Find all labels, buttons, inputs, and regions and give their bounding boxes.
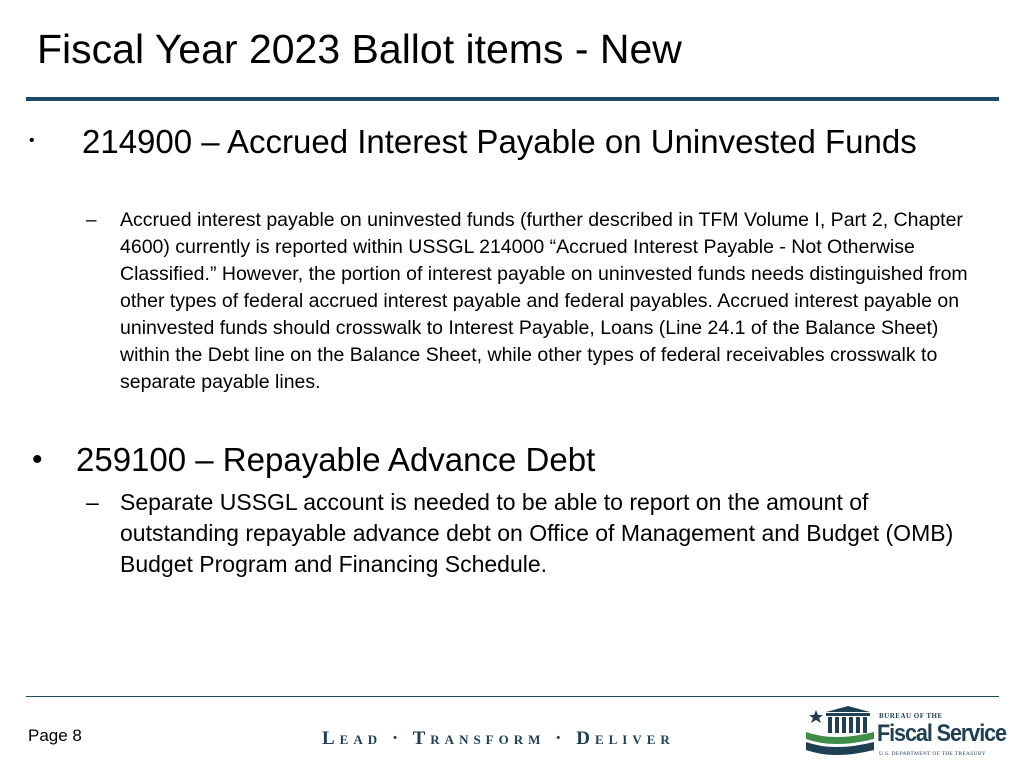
title-divider [26,97,999,101]
sub-bullet-text: Separate USSGL account is needed to be able to report on the amount of outstanding repayable advance debt on Office of Management and Budget (OMB) Budget Program and Financing Schedule. [120,489,954,577]
logo-sub-text: U.S. DEPARTMENT OF THE TREASURY [879,751,986,757]
bullet-marker: • [29,132,35,149]
sub-bullet-marker: – [86,489,99,515]
logo-top-text: BUREAU OF THE [879,712,943,720]
bullet-heading: 259100 – Repayable Advance Debt [76,441,596,478]
fiscal-service-logo [804,698,1004,764]
treasury-building-icon [804,698,876,764]
slide-title: Fiscal Year 2023 Ballot items - New [37,26,682,72]
page-number: Page 8 [28,726,82,745]
footer-divider [26,696,999,697]
footer-tagline: Lead · Transform · Deliver [322,728,675,749]
sub-bullet-text: Accrued interest payable on uninvested funds (further described in TFM Volume I, Part 2, Chapter 4600) currently is reported within USSGL 214000 “Accrued Interest Payable - Not Otherwise Classified.” However, the portion of interest payable on uninvested funds needs distinguished from other types of federal accrued interest payable and federal payables. Accrued interest payable on uninvested funds should crosswalk to Interest Payable, Loans (Line 24.1 of the Balance Sheet) within the Debt line on the Balance Sheet, while other types of federal receivables crosswalk to separate payable lines. [120,209,968,393]
bullet-marker: • [32,443,43,476]
logo-name: Fiscal Service [877,720,1006,747]
bullet-heading: 214900 – Accrued Interest Payable on Uninvested Funds [82,123,917,160]
sub-bullet-marker: – [86,210,97,231]
